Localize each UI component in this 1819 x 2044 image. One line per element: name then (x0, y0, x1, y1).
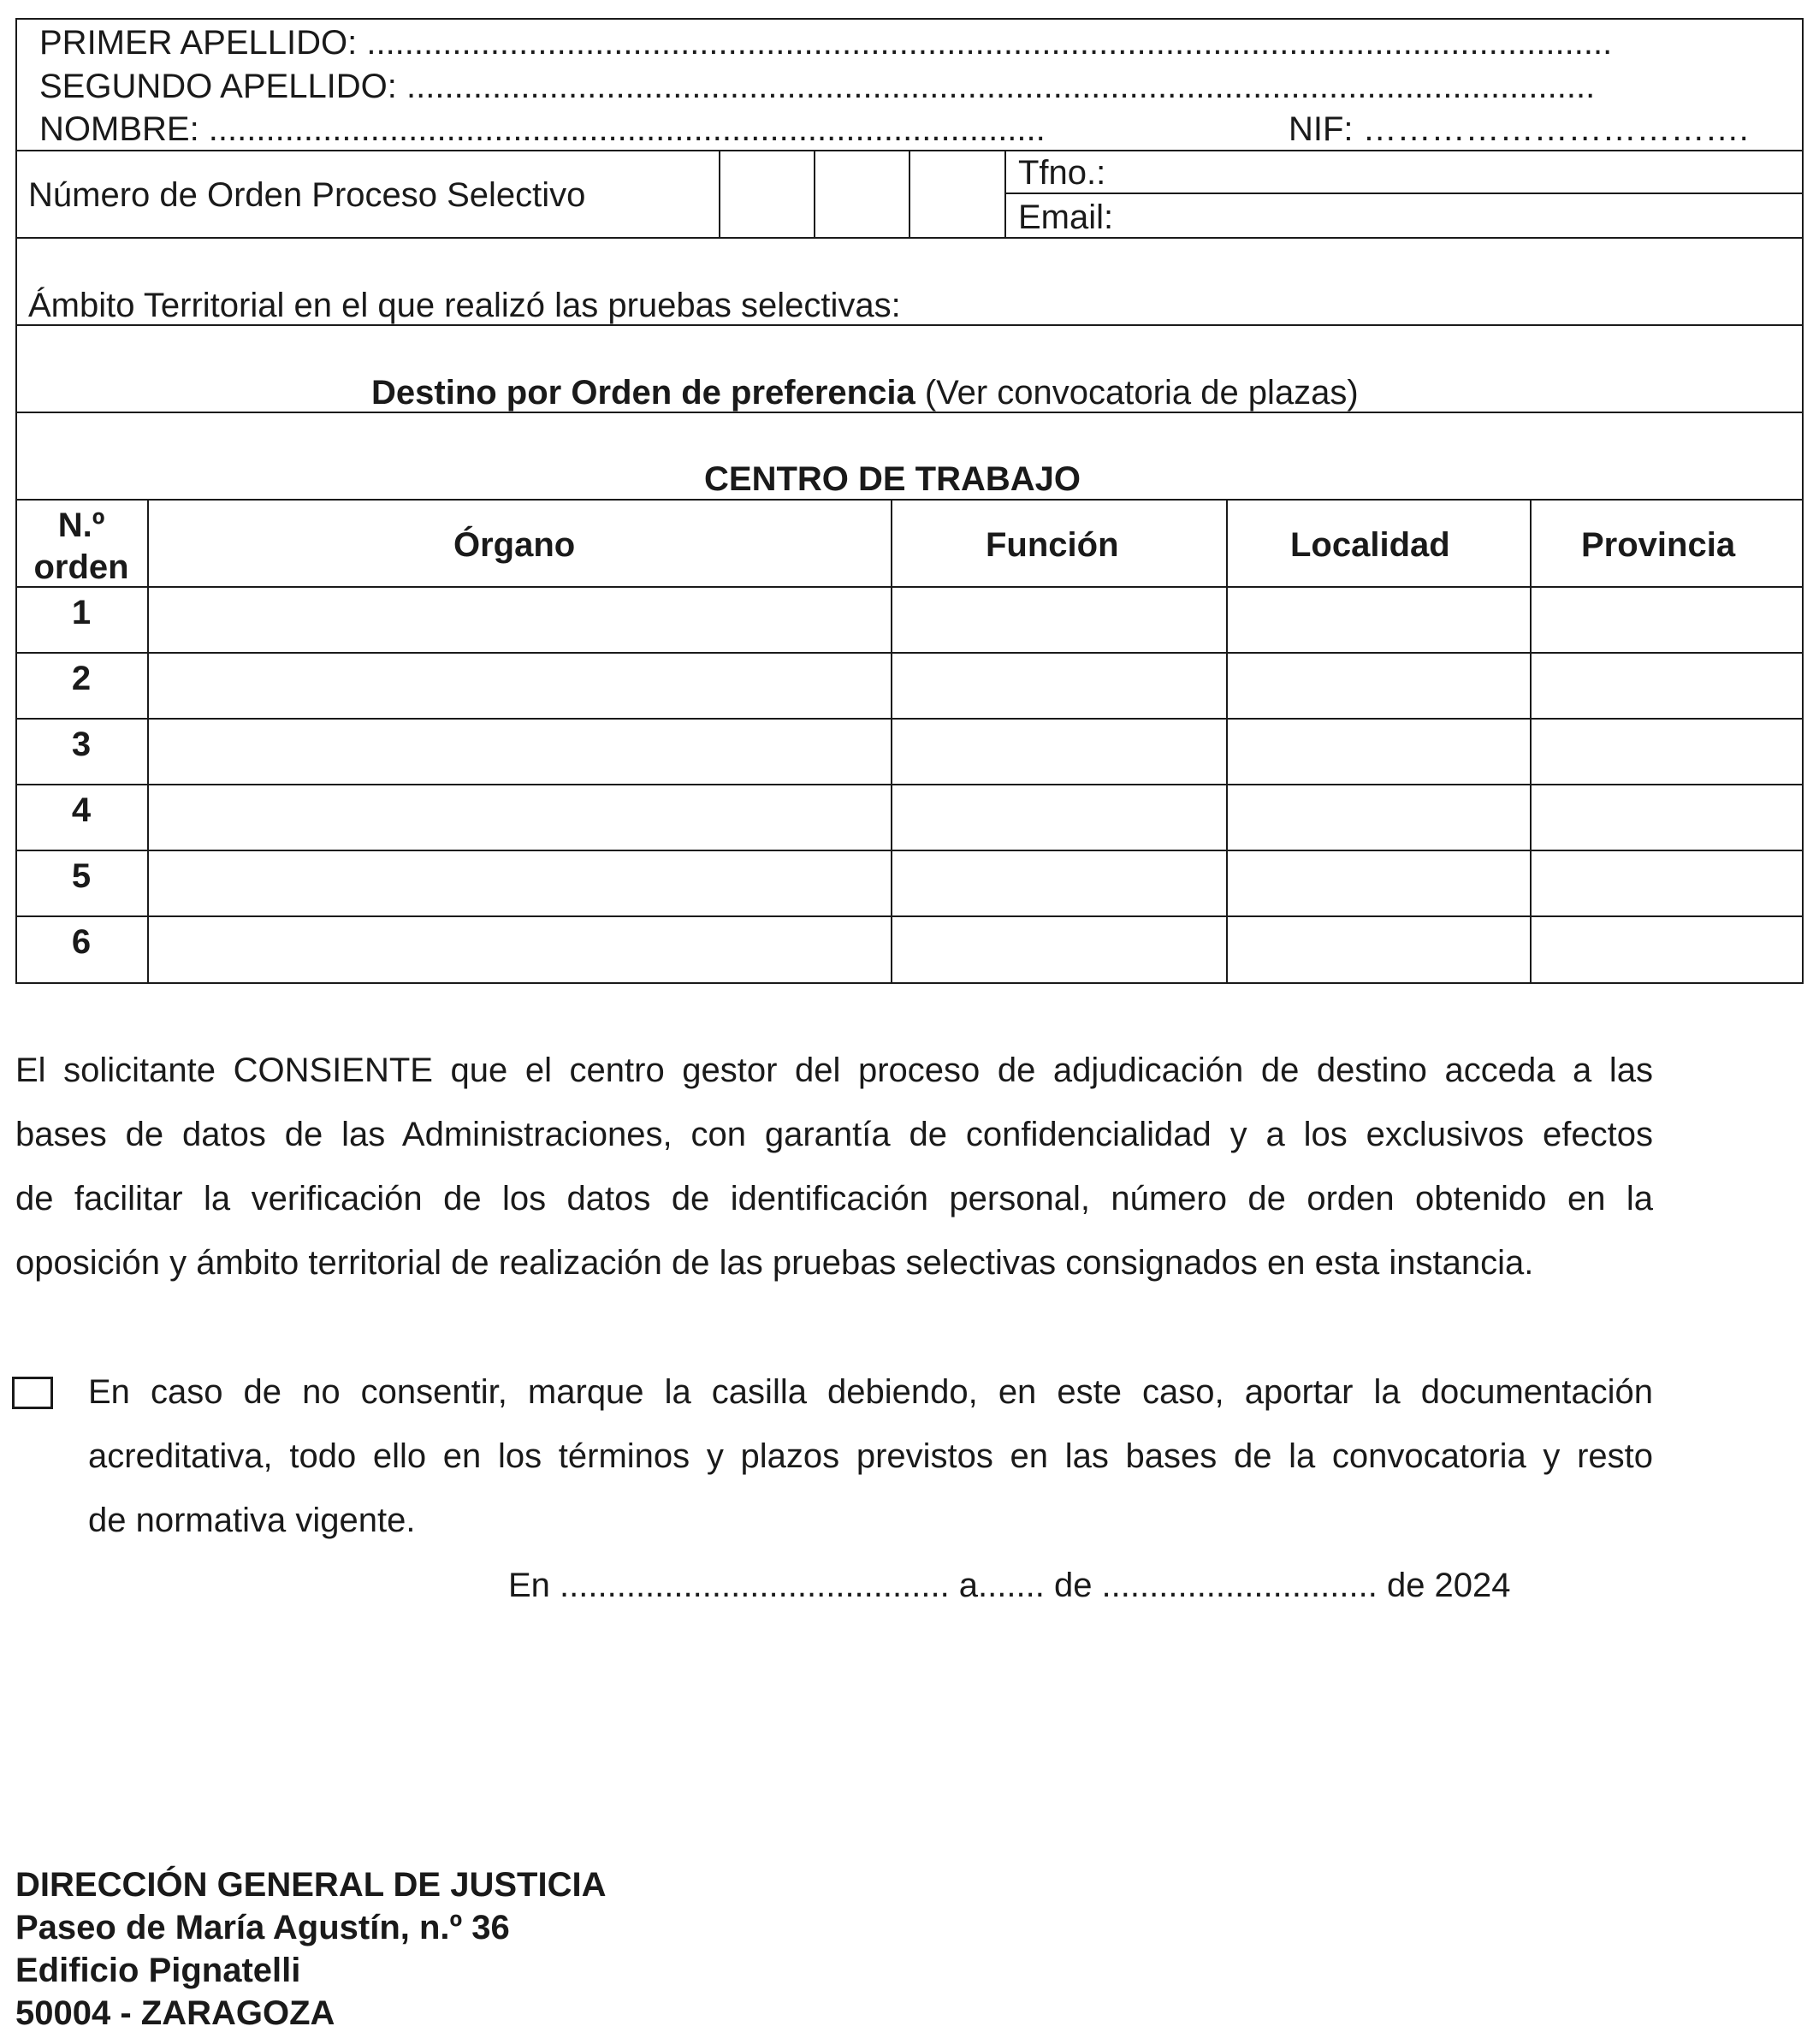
row-divider (15, 850, 1804, 851)
form-border-left (15, 18, 17, 984)
paragraph-line: oposición y ámbito territorial de realización de las pruebas selectivas consignados en esta instancia. (15, 1244, 1534, 1282)
column-divider (1530, 499, 1532, 984)
address-line: 50004 - ZARAGOZA (15, 1994, 335, 2032)
consent-paragraph (15, 1039, 1653, 1295)
column-header-orden: orden (33, 548, 129, 586)
nombre-field[interactable]: NOMBRE: ........................................................................................ (39, 110, 1046, 148)
orden-digit-box-2[interactable] (815, 151, 909, 237)
column-header-funcion: Función (986, 526, 1119, 564)
paragraph-line: de facilitar la verificación de los datos de identificación personal, número de orden obtenido en la (15, 1180, 1653, 1218)
numero-orden-label: Número de Orden Proceso Selectivo (28, 176, 586, 214)
address-line: Paseo de María Agustín, n.º 36 (15, 1909, 510, 1946)
column-header-organo: Órgano (453, 526, 576, 564)
paragraph-line: de normativa vigente. (88, 1502, 416, 1539)
table-row-number: 3 (71, 726, 92, 763)
table-row-number: 2 (71, 660, 92, 697)
column-header-numero: N.º (57, 507, 105, 544)
paragraph-line: En caso de no consentir, marque la casilla debiendo, en este caso, aportar la documentación (88, 1373, 1653, 1411)
column-divider (147, 499, 149, 984)
column-header-localidad: Localidad (1290, 526, 1450, 564)
tfno-field[interactable]: Tfno.: (1018, 154, 1106, 192)
form-border-top (15, 18, 1804, 20)
column-header-provincia: Provincia (1581, 526, 1736, 564)
row-divider (15, 324, 1804, 326)
column-divider (1226, 499, 1228, 984)
date-place-line[interactable]: En ......................................... a....... de ............................. de 2024 (508, 1567, 1511, 1604)
orden-digit-box-1[interactable] (720, 151, 814, 237)
table-row-number: 4 (71, 791, 92, 829)
destino-heading-note: (Ver convocatoria de plazas) (915, 374, 1359, 412)
row-divider (15, 718, 1804, 720)
paragraph-line: El solicitante CONSIENTE que el centro gestor del proceso de adjudicación de destino acceda a las (15, 1052, 1653, 1089)
form-border-bottom (15, 982, 1804, 984)
table-row-number: 6 (71, 923, 92, 961)
no-consent-checkbox[interactable] (12, 1377, 53, 1409)
paragraph-line: acreditativa, todo ello en los términos y plazos previstos en las bases de la convocatoria y resto (88, 1437, 1653, 1475)
row-divider (1004, 193, 1804, 194)
nif-field[interactable]: NIF: ……………………………. (1289, 110, 1749, 148)
destino-heading-bold: Destino por Orden de preferencia (371, 374, 915, 412)
centro-de-trabajo-heading: CENTRO DE TRABAJO (704, 460, 1081, 498)
table-row-number: 1 (71, 594, 92, 631)
email-field[interactable]: Email: (1018, 198, 1114, 236)
destino-heading (371, 376, 1359, 410)
segundo-apellido-field[interactable]: SEGUNDO APELLIDO: ............................................................................................................................. (39, 68, 1596, 105)
address-line: DIRECCIÓN GENERAL DE JUSTICIA (15, 1866, 607, 1904)
paragraph-line: bases de datos de las Administraciones, con garantía de confidencialidad y a los exclusivos efectos (15, 1116, 1653, 1153)
row-divider (15, 784, 1804, 785)
row-divider (15, 652, 1804, 654)
row-divider (15, 237, 1804, 239)
orden-digit-box-3[interactable] (910, 151, 1004, 237)
row-divider (15, 586, 1804, 588)
row-divider (15, 499, 1804, 501)
cell-divider (1004, 150, 1006, 239)
no-consent-paragraph (88, 1360, 1653, 1553)
column-divider (891, 499, 892, 984)
table-row-number: 5 (71, 857, 92, 895)
address-line: Edificio Pignatelli (15, 1952, 301, 1989)
row-divider (15, 412, 1804, 413)
form-border-right (1802, 18, 1804, 984)
ambito-territorial-field[interactable]: Ámbito Territorial en el que realizó las pruebas selectivas: (28, 287, 901, 324)
row-divider (15, 915, 1804, 917)
primer-apellido-field[interactable]: PRIMER APELLIDO: ................................................................................................................................... (39, 24, 1613, 62)
